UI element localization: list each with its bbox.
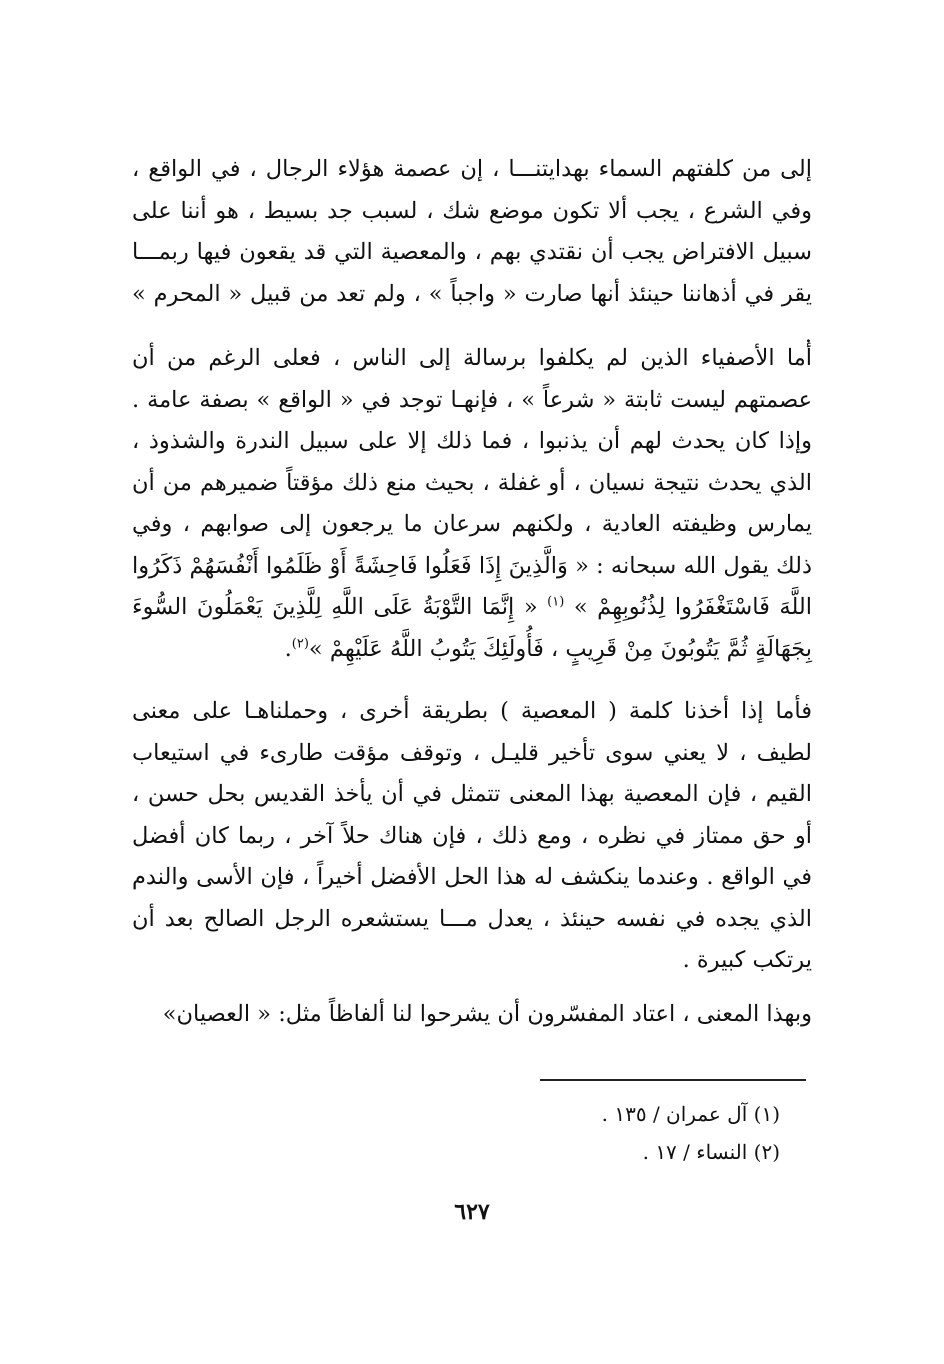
paragraph-1: إلى من كلفتهم السماء بهدايتنـــا ، إن عصمة هؤلاء الرجال ، في الواقع ، وفي الشرع ، يجب ألا تكون موضع شك ، لسبب جد بسيط ، هو أننا على سبيل الافتراض يجب أن نقتدي بهم ، والمعصية التي قد يقعون فيها ربمـــا يقر في أذهاننا حينئذ أنها صارت « واجباً » ، ولم تعد من قبيل « المحرم » . — [132, 156, 812, 348]
page-number: ٦٢٧ — [454, 1199, 490, 1225]
paragraph-2 — [132, 338, 812, 670]
footnote-1: (١) آل عمران / ١٣٥ . — [601, 1102, 780, 1126]
footnote-ref-1: (١) — [547, 594, 565, 610]
paragraph-2-text: أما الأصفياء الذين لم يكلفوا برسالة إلى الناس ، فعلى الرغم من أن عصمتهم ليست ثابتة « شرعاً » ، فإنهـا توجد في « الواقع » بصفة عامة . وإذا كان يحدث لهم أن يذنبوا ، فما ذلك إلا على سبيل الندرة والشذوذ ، الذي يحدث نتيجة نسيان ، أو غفلة ، بحيث منع ذلك مؤقتاً ضميرهم من أن يمارس وظيفته العادية ، ولكنهم سرعان ما يرجعون إلى صوابهم ، وفي ذلك يقول الله سبحانه : — [132, 345, 813, 579]
footnote-2: (٢) النساء / ١٧ . — [642, 1140, 780, 1164]
quran-quote-2: « إِنَّمَا التَّوْبَةُ عَلَى اللَّهِ لِلَّذِينَ يَعْمَلُونَ السُّوءَ بِجَهَالَةٍ ثُمَّ يَتُوبُونَ مِنْ قَرِيبٍ ، فَأُولَئِكَ يَتُوبُ اللَّهُ عَلَيْهِمْ » — [132, 594, 812, 662]
paragraph-4: وبهذا المعنى ، اعتاد المفسّرون أن يشرحوا لنا ألفاظاً مثل: « العصيان» — [162, 1001, 812, 1027]
paragraph-3: فأما إذا أخذنا كلمة ( المعصية ) بطريقة أخرى ، وحملناهـا على معنى لطيف ، لا يعني سوى تأخير قليـل ، وتوقف مؤقت طارىء في استيعاب القيم ، فإن المعصية بهذا المعنى تتمثل في أن يأخذ القديس بحل حسن ، أو حق ممتاز في نظره ، ومع ذلك ، فإن هناك حلاً آخر ، ربما كان أفضل في الواقع . وعندما ينكشف له هذا الحل الأفضل أخيراً ، فإن الأسى والندم الذي يجده في نفسه حينئذ ، يعدل مـــا يستشعره الرجل الصالح بعد أن يرتكب كبيرة . — [132, 698, 812, 973]
footnote-divider — [540, 1079, 806, 1081]
footnote-ref-2: (٢) — [291, 636, 309, 651]
paragraph-2-end: . — [284, 635, 292, 662]
quran-quote-1: « وَالَّذِينَ إِذَا فَعَلُوا فَاحِشَةً أَوْ ظَلَمُوا أَنْفُسَهُمْ ذَكَرُوا اللَّهَ فَاسْتَغْفَرُوا لِذُنُوبِهِمْ » — [132, 552, 813, 620]
